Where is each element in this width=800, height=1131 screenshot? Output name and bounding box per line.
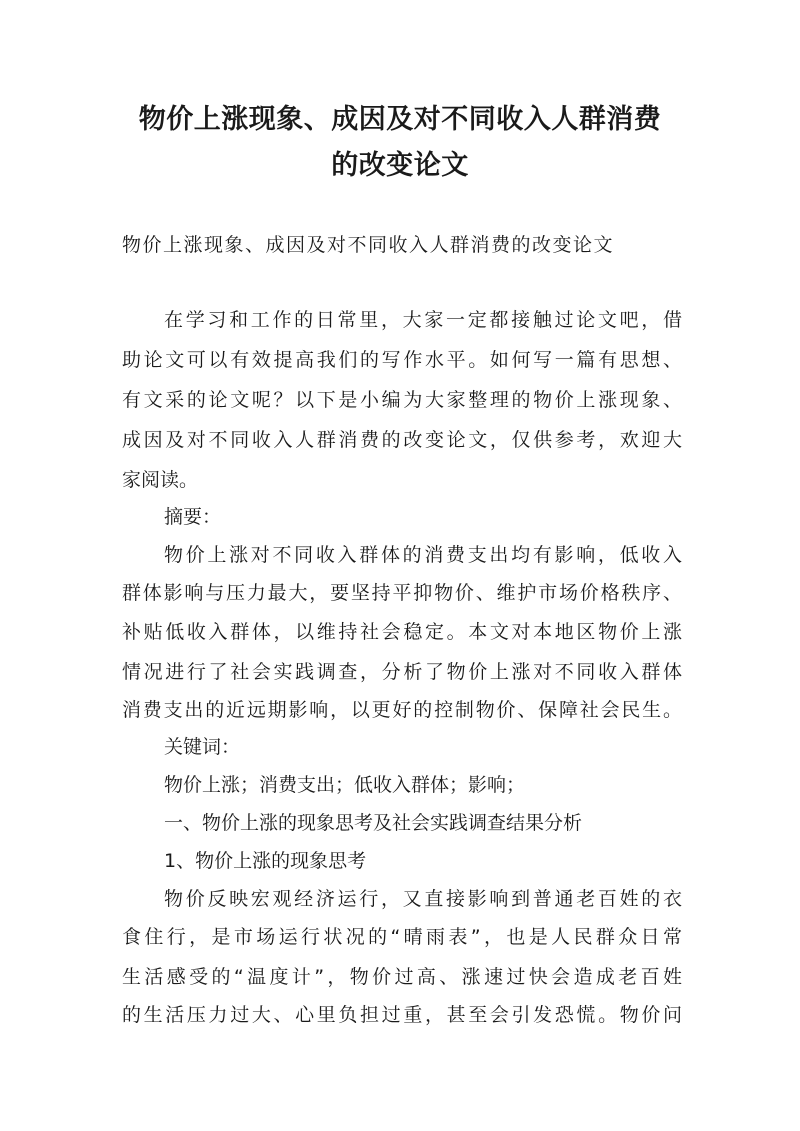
document-subtitle: 物价上涨现象、成因及对不同收入人群消费的改变论文: [122, 234, 615, 256]
paragraph-line: 物价上涨对不同收入群体的消费支出均有影响，低收入: [164, 544, 682, 566]
document-title-line-1: 物价上涨现象、成因及对不同收入人群消费: [138, 104, 662, 135]
paragraph-line: 补贴低收入群体，以维持社会稳定。本文对本地区物价上涨: [122, 621, 682, 643]
paragraph-line: 情况进行了社会实践调查，分析了物价上涨对不同收入群体: [122, 661, 682, 683]
paragraph-line: 生活感受的“温度计”，物价过高、涨速过快会造成老百姓: [122, 966, 682, 988]
section-heading: 一、物价上涨的现象思考及社会实践调查结果分析: [164, 812, 583, 834]
paragraph-line: 物价反映宏观经济运行，又直接影响到普通老百姓的衣: [164, 888, 682, 910]
keywords-heading: 关键词：: [164, 736, 241, 758]
paragraph-line: 食住行，是市场运行状况的“晴雨表”，也是人民群众日常: [122, 926, 682, 948]
subsection-heading: 1、物价上涨的现象思考: [164, 850, 367, 872]
keywords-list: 物价上涨；消费支出；低收入群体；影响；: [164, 774, 526, 796]
paragraph-line: 消费支出的近远期影响，以更好的控制物价、保障社会民生。: [122, 699, 682, 721]
paragraph-line: 成因及对不同收入人群消费的改变论文，仅供参考，欢迎大: [122, 429, 682, 451]
paragraph-line: 助论文可以有效提高我们的写作水平。如何写一篇有思想、: [122, 349, 682, 371]
paragraph-line: 的生活压力过大、心里负担过重，甚至会引发恐慌。物价问: [122, 1004, 682, 1026]
paragraph-line: 群体影响与压力最大，要坚持平抑物价、维护市场价格秩序、: [122, 582, 682, 604]
paragraph-line: 有文采的论文呢？以下是小编为大家整理的物价上涨现象、: [122, 389, 682, 411]
abstract-heading: 摘要：: [164, 506, 222, 528]
paragraph-line: 在学习和工作的日常里，大家一定都接触过论文吧，借: [164, 309, 682, 331]
document-title-line-2: 的改变论文: [331, 150, 469, 181]
paragraph-line: 家阅读。: [122, 469, 199, 491]
